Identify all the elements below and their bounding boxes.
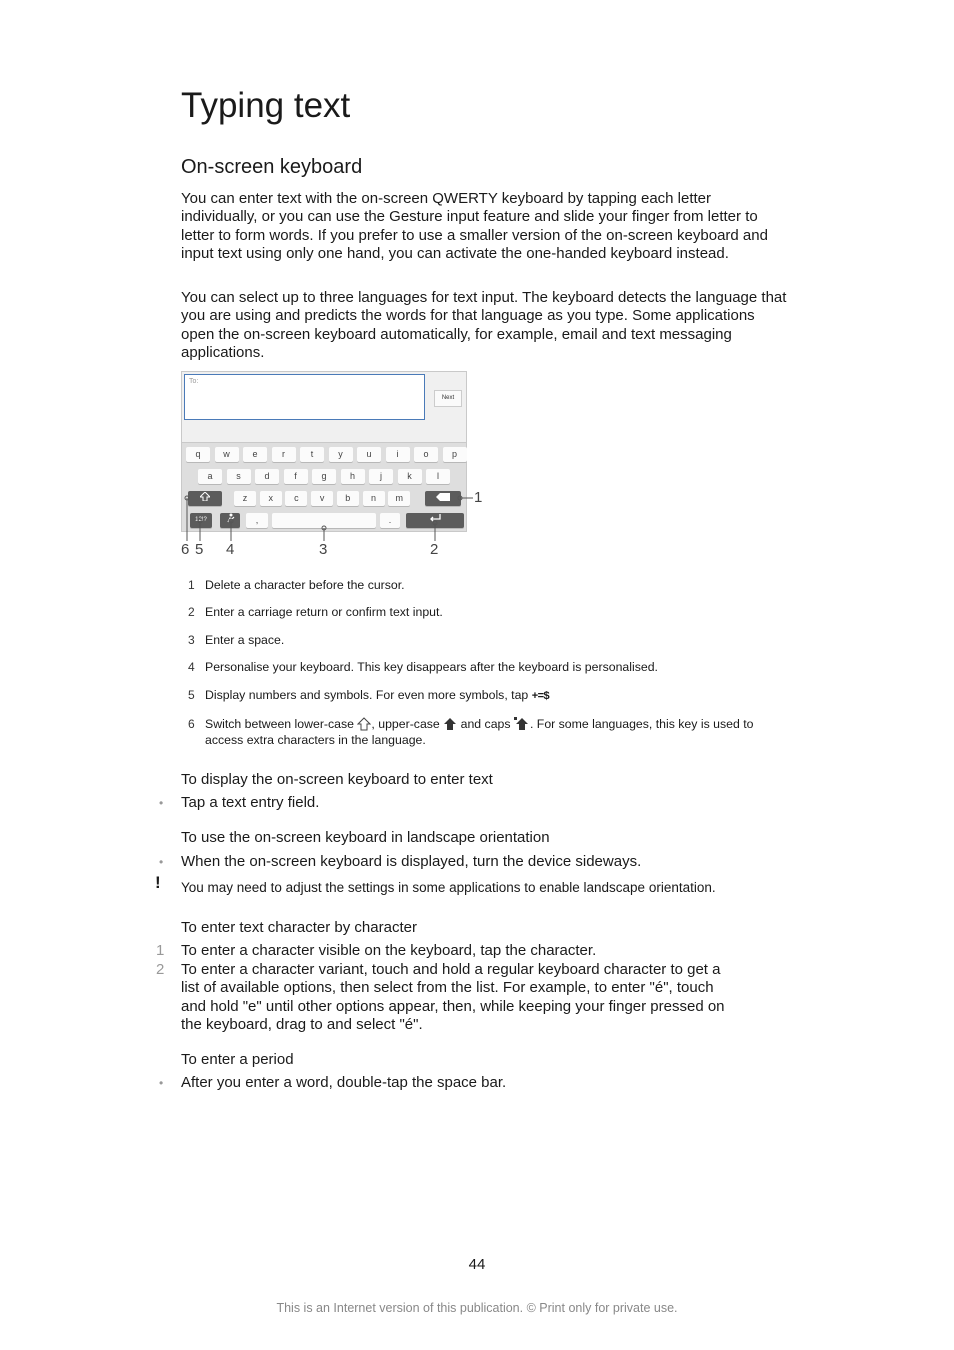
key-s: s (227, 469, 251, 484)
key-l: l (426, 469, 450, 484)
key-v: v (311, 491, 333, 506)
legend-text: Delete a character before the cursor. (205, 578, 405, 592)
key-d: d (255, 469, 279, 484)
procedure-step: To enter a character variant, touch and hold a regular keyboard character to get a list of available options, then select from the list. For example, to enter "é", touch and hold "e" until other options appear, then, while keeping your finger pressed on the keyboard, drag to and select "é". (181, 961, 725, 1033)
note-icon: ! (155, 873, 161, 892)
key-y: y (329, 447, 353, 462)
key-m: m (388, 491, 410, 506)
procedure-step: Tap a text entry field. (181, 794, 320, 811)
legend-number: 2 (188, 605, 195, 619)
key-r: r (272, 447, 296, 462)
intro-paragraph: You can enter text with the on-screen QWERTY keyboard by tapping each letter individually, or you can use the Gesture input feature and slide your finger from letter to letter to form words. If you prefer to use a smaller version of the on-screen keyboard and input text using only one hand, you can activate the one-handed keyboard instead. (181, 190, 768, 262)
key-k: k (398, 469, 422, 484)
shift-lowercase-icon (357, 717, 371, 731)
key-n: n (363, 491, 385, 506)
bullet: • (159, 1076, 164, 1090)
legend-text: Enter a carriage return or confirm text input. (205, 605, 443, 619)
symbols-icon: +=$ (531, 690, 550, 702)
key-b: b (337, 491, 359, 506)
numbers-symbols-key: 12!? (190, 513, 212, 528)
procedure-step: When the on-screen keyboard is displayed, turn the device sideways. (181, 853, 642, 870)
legend-number: 6 (188, 717, 195, 731)
callout-5: 5 (195, 541, 204, 558)
page-title: Typing text (181, 86, 351, 125)
legend-text: , upper-case (371, 717, 440, 731)
key-z: z (234, 491, 256, 506)
key-g: g (312, 469, 336, 484)
legend-text: Switch between lower-case (205, 717, 354, 731)
procedure-heading: To use the on-screen keyboard in landscape orientation (181, 829, 550, 846)
key-a: a (198, 469, 222, 484)
legend-text: Personalise your keyboard. This key disappears after the keyboard is personalised. (205, 660, 658, 674)
keyboard-figure (181, 371, 483, 566)
next-button: Next (434, 390, 462, 407)
page-number: 44 (468, 1256, 486, 1273)
legend-text: and caps (460, 717, 511, 731)
key-i: i (386, 447, 410, 462)
key-x: x (260, 491, 282, 506)
section-heading: On-screen keyboard (181, 156, 363, 178)
procedure-heading: To enter text character by character (181, 919, 417, 936)
shift-uppercase-icon (443, 717, 457, 731)
languages-paragraph: You can select up to three languages for text input. The keyboard detects the language that you are using and predicts the words for that language as you type. Some applications open the on-screen keyboard automatically, for example, email and text messaging applications. (181, 289, 787, 361)
bullet: • (159, 796, 164, 810)
legend-text-shift (205, 716, 795, 748)
caps-lock-icon (514, 717, 530, 731)
key-p: p (443, 447, 467, 462)
key-j: j (369, 469, 393, 484)
key-h: h (341, 469, 365, 484)
procedure-heading: To enter a period (181, 1051, 294, 1068)
key-o: o (414, 447, 438, 462)
step-number: 2 (156, 961, 165, 978)
legend-text-symbols (205, 687, 795, 704)
key-e: e (243, 447, 267, 462)
footer-note: This is an Internet version of this publication. © Print only for private use. (276, 1301, 678, 1315)
legend-text: . For some languages, this key is used to access extra characters in the language. (205, 717, 754, 747)
comma-key: , (246, 513, 268, 528)
legend-text: Display numbers and symbols. For even more symbols, tap (205, 688, 529, 702)
key-q: q (186, 447, 210, 462)
procedure-heading: To display the on-screen keyboard to enter text (181, 771, 493, 788)
callout-4: 4 (226, 541, 235, 558)
legend-number: 5 (188, 688, 195, 702)
callout-lines (181, 371, 481, 566)
key-f: f (284, 469, 308, 484)
step-number: 1 (156, 942, 165, 959)
callout-1: 1 (474, 489, 483, 506)
callout-6: 6 (181, 541, 190, 558)
key-t: t (300, 447, 324, 462)
procedure-step: To enter a character visible on the keyboard, tap the character. (181, 942, 597, 959)
note-text: You may need to adjust the settings in some applications to enable landscape orientation. (181, 880, 716, 895)
legend-text: Enter a space. (205, 633, 285, 647)
legend-number: 3 (188, 633, 195, 647)
key-u: u (357, 447, 381, 462)
procedure-step: After you enter a word, double-tap the space bar. (181, 1074, 507, 1091)
legend-number: 4 (188, 660, 195, 674)
callout-3: 3 (319, 541, 328, 558)
to-label: To: (189, 378, 199, 385)
key-w: w (215, 447, 239, 462)
callout-2: 2 (430, 541, 439, 558)
period-key: . (380, 513, 400, 528)
legend-number: 1 (188, 578, 195, 592)
key-c: c (285, 491, 307, 506)
bullet: • (159, 855, 164, 869)
